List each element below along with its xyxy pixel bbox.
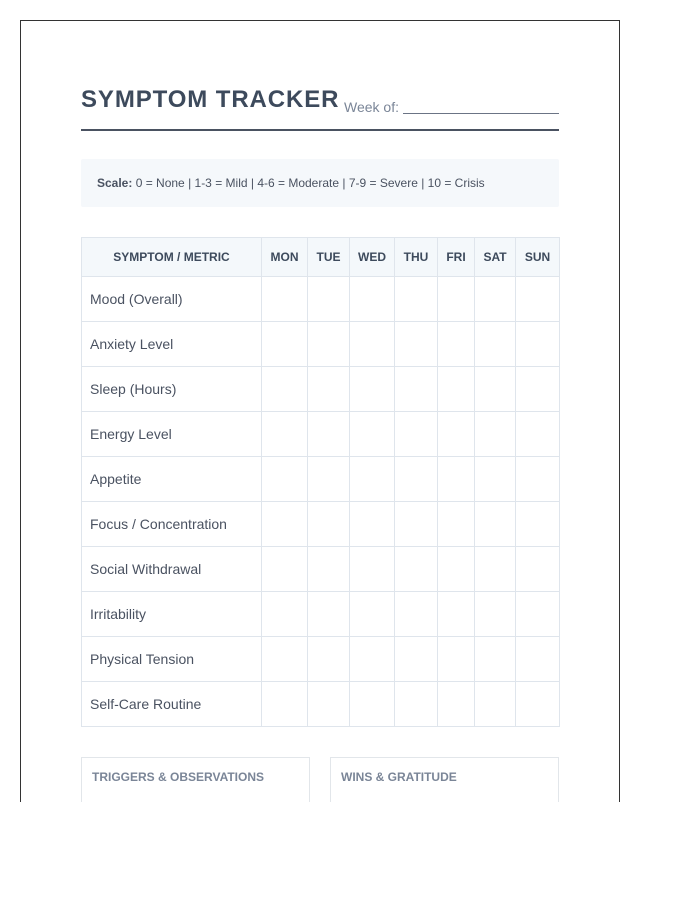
metric-label: Self-Care Routine: [82, 682, 262, 727]
column-header-tue: TUE: [308, 238, 350, 277]
column-header-thu: THU: [395, 238, 438, 277]
day-cell[interactable]: [516, 412, 560, 457]
day-cell[interactable]: [395, 412, 438, 457]
week-of-field[interactable]: [403, 113, 559, 114]
day-cell[interactable]: [475, 367, 516, 412]
column-header-sun: SUN: [516, 238, 560, 277]
metric-label: Energy Level: [82, 412, 262, 457]
day-cell[interactable]: [475, 457, 516, 502]
day-cell[interactable]: [350, 502, 395, 547]
scale-values: 0 = None | 1-3 = Mild | 4-6 = Moderate | 7-9 = Severe | 10 = Crisis: [132, 176, 485, 190]
day-cell[interactable]: [395, 547, 438, 592]
scale-legend: [81, 159, 559, 207]
day-cell[interactable]: [262, 367, 308, 412]
day-cell[interactable]: [438, 367, 475, 412]
day-cell[interactable]: [438, 502, 475, 547]
day-cell[interactable]: [395, 277, 438, 322]
column-header-sat: SAT: [475, 238, 516, 277]
table-row: [82, 457, 560, 502]
table-row: [82, 592, 560, 637]
day-cell[interactable]: [350, 592, 395, 637]
table-row: [82, 277, 560, 322]
day-cell[interactable]: [475, 412, 516, 457]
wins-title: WINS & GRATITUDE: [341, 770, 457, 784]
day-cell[interactable]: [516, 502, 560, 547]
day-cell[interactable]: [308, 322, 350, 367]
day-cell[interactable]: [438, 457, 475, 502]
day-cell[interactable]: [395, 592, 438, 637]
day-cell[interactable]: [262, 682, 308, 727]
day-cell[interactable]: [438, 412, 475, 457]
week-of-label: Week of:: [344, 99, 399, 115]
day-cell[interactable]: [475, 502, 516, 547]
day-cell[interactable]: [438, 682, 475, 727]
day-cell[interactable]: [308, 592, 350, 637]
column-header-metric: SYMPTOM / METRIC: [82, 238, 262, 277]
triggers-title: TRIGGERS & OBSERVATIONS: [92, 770, 265, 784]
table-row: [82, 412, 560, 457]
day-cell[interactable]: [395, 637, 438, 682]
day-cell[interactable]: [262, 277, 308, 322]
wins-gratitude-box[interactable]: [330, 757, 559, 802]
metric-label: Focus / Concentration: [82, 502, 262, 547]
day-cell[interactable]: [475, 277, 516, 322]
page-title: SYMPTOM TRACKER: [81, 86, 340, 113]
symptom-table: [81, 237, 560, 727]
scale-label: Scale:: [97, 176, 133, 190]
metric-label: Irritability: [82, 592, 262, 637]
day-cell[interactable]: [516, 367, 560, 412]
day-cell[interactable]: [308, 457, 350, 502]
day-cell[interactable]: [516, 457, 560, 502]
table-row: [82, 682, 560, 727]
day-cell[interactable]: [262, 592, 308, 637]
day-cell[interactable]: [516, 322, 560, 367]
day-cell[interactable]: [516, 547, 560, 592]
metric-label: Mood (Overall): [82, 277, 262, 322]
day-cell[interactable]: [308, 682, 350, 727]
day-cell[interactable]: [308, 412, 350, 457]
day-cell[interactable]: [475, 322, 516, 367]
day-cell[interactable]: [438, 277, 475, 322]
day-cell[interactable]: [395, 457, 438, 502]
day-cell[interactable]: [350, 457, 395, 502]
day-cell[interactable]: [350, 367, 395, 412]
triggers-observations-box[interactable]: [81, 757, 310, 802]
day-cell[interactable]: [395, 367, 438, 412]
day-cell[interactable]: [475, 682, 516, 727]
day-cell[interactable]: [516, 592, 560, 637]
table-row: [82, 367, 560, 412]
metric-label: Appetite: [82, 457, 262, 502]
day-cell[interactable]: [438, 547, 475, 592]
table-row: [82, 547, 560, 592]
day-cell[interactable]: [262, 457, 308, 502]
day-cell[interactable]: [350, 277, 395, 322]
day-cell[interactable]: [308, 502, 350, 547]
day-cell[interactable]: [262, 322, 308, 367]
table-row: [82, 322, 560, 367]
day-cell[interactable]: [516, 637, 560, 682]
day-cell[interactable]: [438, 592, 475, 637]
day-cell[interactable]: [350, 682, 395, 727]
scale-text: [97, 176, 485, 190]
day-cell[interactable]: [262, 412, 308, 457]
day-cell[interactable]: [350, 322, 395, 367]
metric-label: Social Withdrawal: [82, 547, 262, 592]
day-cell[interactable]: [350, 547, 395, 592]
table-row: [82, 502, 560, 547]
day-cell[interactable]: [308, 547, 350, 592]
column-header-fri: FRI: [438, 238, 475, 277]
table-header-row: [82, 238, 560, 277]
day-cell[interactable]: [395, 682, 438, 727]
metric-label: Sleep (Hours): [82, 367, 262, 412]
metric-label: Anxiety Level: [82, 322, 262, 367]
table-row: [82, 637, 560, 682]
metric-label: Physical Tension: [82, 637, 262, 682]
day-cell[interactable]: [262, 547, 308, 592]
day-cell[interactable]: [438, 322, 475, 367]
day-cell[interactable]: [475, 592, 516, 637]
day-cell[interactable]: [438, 637, 475, 682]
tracker-page: [20, 20, 620, 802]
day-cell[interactable]: [308, 367, 350, 412]
day-cell[interactable]: [516, 682, 560, 727]
day-cell[interactable]: [516, 277, 560, 322]
day-cell[interactable]: [475, 547, 516, 592]
day-cell[interactable]: [308, 277, 350, 322]
day-cell[interactable]: [395, 502, 438, 547]
column-header-mon: MON: [262, 238, 308, 277]
day-cell[interactable]: [308, 637, 350, 682]
column-header-wed: WED: [350, 238, 395, 277]
day-cell[interactable]: [395, 322, 438, 367]
day-cell[interactable]: [262, 637, 308, 682]
day-cell[interactable]: [262, 502, 308, 547]
day-cell[interactable]: [350, 637, 395, 682]
day-cell[interactable]: [475, 637, 516, 682]
page-header: [81, 85, 559, 131]
day-cell[interactable]: [350, 412, 395, 457]
